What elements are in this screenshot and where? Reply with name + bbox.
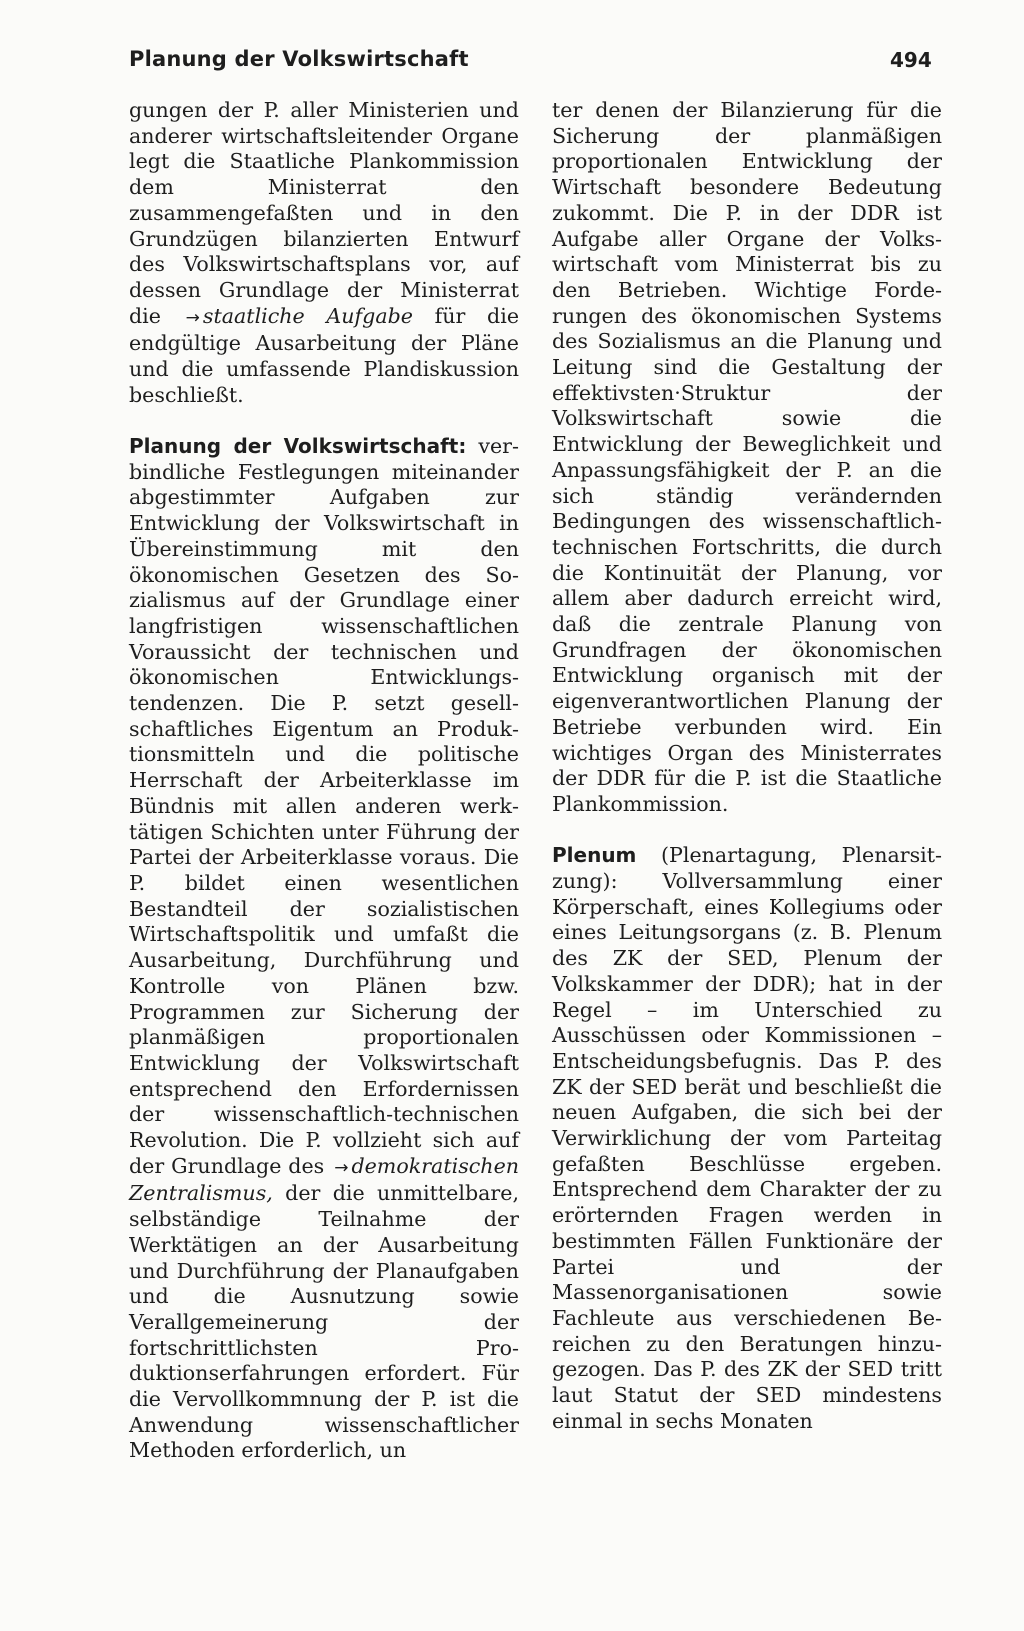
entry-text: (Plenartagung, Plenarsitzung): Vollversammlung einer Körperschaft, eines Kollegiums oder eines Leitungsorgans (z. B. Plenum des ZK der SED, Plenum der Volkskammer der DDR); hat in der Regel – im Unterschied zu Ausschüssen oder Kommissionen – Entscheidungsbefugnis. Das P. des ZK der SED berät und beschließt die neuen Aufgaben, die sich bei der Verwirklichung der vom Parteitag gefaßten Beschlüsse ergeben. Entsprechend dem Charakter der zu erörternden Fragen werden in bestimmten Fällen Funktionäre der Partei und der Massenorganisationen sowie Fachleute aus verschiedenen Bereichen zu den Beratungen hinzugezogen. Das P. des ZK der SED tritt laut Statut der SED mindestens einmal in sechs Monaten <box>552 843 942 1433</box>
entry-planung-der-volkswirtschaft <box>129 434 519 1464</box>
entry-headword: Planung der Volkswirtschaft: <box>129 434 467 459</box>
entry-headword: Plenum <box>552 843 637 868</box>
continuation-text: gungen der P. aller Ministerien und anderer wirtschaftsleitender Organe legt die Staatliche Plankommission dem Ministerrat den zusammengefaßten und in den Grundzügen bilanzierten Entwurf des Volkswirtschaftsplans vor, auf dessen Grundlage der Ministerrat die <box>129 98 519 328</box>
continuation-paragraph: ter denen der Bilanzierung für die Sicherung der planmäßigen proportionalen Entwicklung der Wirtschaft besondere Bedeutung zukommt. Die P. in der DDR ist Aufgabe aller Organe der Volkswirtschaft vom Ministerrat bis zu den Betrieben. Wichtige Forderungen des ökonomischen Systems des Sozialismus an die Planung und Leitung sind die Gestaltung der effektivsten·Struktur der Volkswirtschaft sowie die Entwicklung der Beweglichkeit und Anpassungsfähigkeit der P. an die sich ständig verändernden Bedingungen des wissenschaftlich-technischen Fortschritts, die durch die Kontinuität der Planung, vor allem aber dadurch erreicht wird, daß die zentrale Planung von Grundfragen der ökonomischen Entwicklung organisch mit der eigenverantwortlichen Planung der Betriebe verbunden wird. Ein wichtiges Organ des Ministerrates der DDR für die P. ist die Staatliche Plankommission. <box>552 98 942 816</box>
cross-reference-arrow-icon: → <box>334 1157 349 1178</box>
continuation-text-end: für die endgültige Ausarbeitung der Pläne und die umfassende Plandiskussion beschließt. <box>129 303 520 407</box>
left-column <box>129 98 519 1464</box>
cross-reference-staatliche-aufgabe: staatliche Aufgabe <box>202 303 413 328</box>
entry-plenum <box>552 843 942 1434</box>
continuation-paragraph <box>129 98 519 408</box>
running-head: Planung der Volkswirtschaft <box>129 47 469 71</box>
entry-text-end: der die unmittelbare, selbständige Teilnahme der Werktätigen an der Ausarbeitung und Durchführung der Planaufgaben und die Ausnutzung sowie Verallgemeinerung der fortschrittlichsten Produktionserfahrungen erfordert. Für die Vervollkommnung der P. ist die Anwendung wissenschaftlicher Methoden erforderlich, un <box>129 1181 519 1463</box>
cross-reference-arrow-icon: → <box>185 307 200 328</box>
page-number: 494 <box>890 48 932 72</box>
right-column <box>552 98 942 1434</box>
entry-text: verbindliche Festlegungen miteinander abgestimmter Aufgaben zur Entwicklung der Volkswirtschaft in Übereinstimmung mit den ökonomischen Gesetzen des Sozialismus auf der Grundlage einer langfristigen wissenschaftlichen Voraussicht der technischen und ökonomischen Entwicklungstendenzen. Die P. setzt gesellschaftliches Eigentum an Produktionsmitteln und die politische Herrschaft der Arbeiterklasse im Bündnis mit allen anderen werktätigen Schichten unter Führung der Partei der Arbeiterklasse voraus. Die P. bildet einen wesentlichen Bestandteil der sozialistischen Wirtschaftspolitik und umfaßt die Ausarbeitung, Durchführung und Kontrolle von Plänen bzw. Programmen zur Sicherung der planmäßigen proportionalen Entwicklung der Volkswirtschaft entsprechend den Erfordernissen der wissenschaftlich-technischen Revolution. Die P. vollzieht sich auf der Grundlage des <box>129 434 519 1178</box>
cross-reference-demokratischer-zentralismus: demokratischen Zentralismus, <box>129 1153 520 1206</box>
